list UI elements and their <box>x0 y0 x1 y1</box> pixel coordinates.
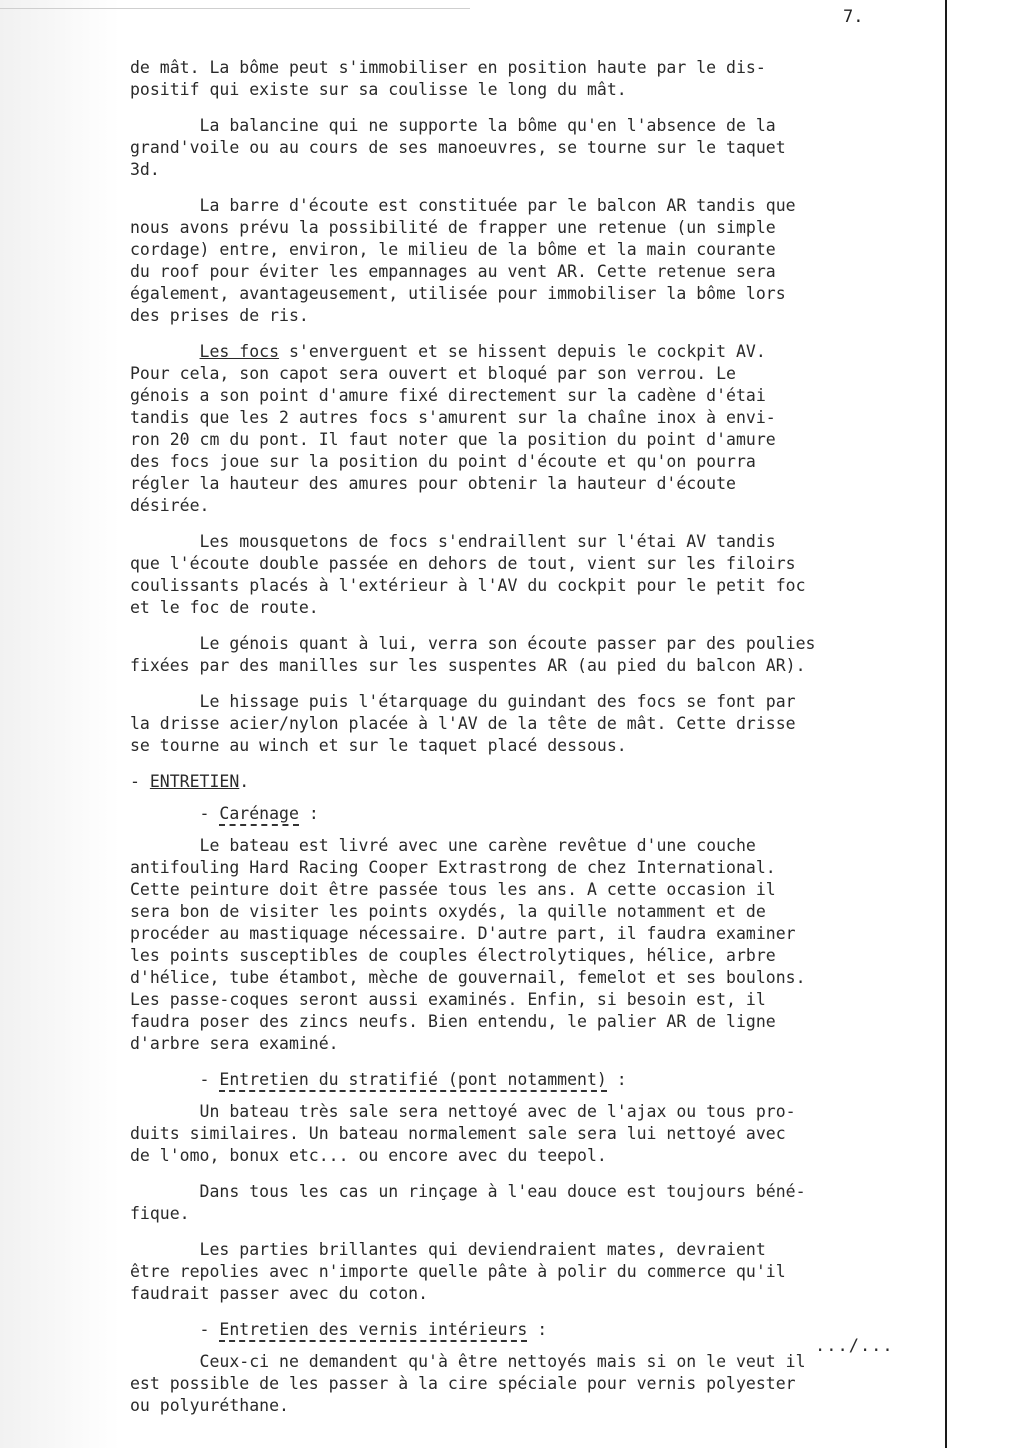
stratifie-line: Dans tous les cas un rinçage à l'eau douce est toujours béné- <box>130 1182 806 1201</box>
body-line: Le génois quant à lui, verra son écoute passer par des poulies <box>130 634 816 653</box>
body-line: de mât. La bôme peut s'immobiliser en position haute par le dis- <box>130 58 766 77</box>
carenage-suffix: : <box>298 804 319 823</box>
body-paragraph <box>130 115 945 181</box>
stratifie-suffix: : <box>606 1070 627 1089</box>
focs-line: désirée. <box>130 496 210 515</box>
vernis-line: est possible de les passer à la cire spéciale pour vernis polyester <box>130 1374 796 1393</box>
stratifie-paragraph <box>130 1181 945 1225</box>
stratifie-paragraph <box>130 1101 945 1167</box>
body-line: du roof pour éviter les empannages au vent AR. Cette retenue sera <box>130 262 776 281</box>
body-paragraph <box>130 691 945 757</box>
vernis-paragraph <box>130 1351 945 1417</box>
focs-first-line <box>130 341 945 363</box>
stratifie-prefix: - <box>130 1070 220 1089</box>
stratifie-line: Un bateau très sale sera nettoyé avec de l'ajax ou tous pro- <box>130 1102 796 1121</box>
stratifie-line: de l'omo, bonux etc... ou encore avec du teepol. <box>130 1146 607 1165</box>
focs-line: ron 20 cm du pont. Il faut noter que la position du point d'amure <box>130 430 776 449</box>
body-line: 3d. <box>130 160 160 179</box>
body-line: Le hissage puis l'étarquage du guindant des focs se font par <box>130 692 796 711</box>
focs-paragraph <box>130 341 945 517</box>
focs-line: tandis que les 2 autres focs s'amurent sur la chaîne inox à envi- <box>130 408 776 427</box>
carenage-line: Les passe-coques seront aussi examinés. Enfin, si besoin est, il <box>130 990 766 1009</box>
body-line: coulissants placés à l'extérieur à l'AV du cockpit pour le petit foc <box>130 576 806 595</box>
continuation-marker: .../... <box>815 1336 894 1356</box>
body-line: grand'voile ou au cours de ses manoeuvres, se tourne sur le taquet <box>130 138 786 157</box>
stratifie-line: faudrait passer avec du coton. <box>130 1284 429 1303</box>
body-line: que l'écoute double passée en dehors de tout, vient sur les filoirs <box>130 554 796 573</box>
stratifie-paragraphs <box>130 1101 945 1305</box>
body-paragraph <box>130 57 945 101</box>
section-prefix: - <box>130 772 150 791</box>
body-line: la drisse acier/nylon placée à l'AV de la tête de mât. Cette drisse <box>130 714 796 733</box>
vernis-prefix: - <box>130 1320 220 1339</box>
paragraphs-part2 <box>130 531 945 757</box>
stratifie-line: duits similaires. Un bateau normalement sale sera lui nettoyé avec <box>130 1124 786 1143</box>
section-heading <box>130 771 945 793</box>
carenage-line: Cette peinture doit être passée tous les ans. A cette occasion il <box>130 880 776 899</box>
body-line: fixées par des manilles sur les suspentes AR (au pied du balcon AR). <box>130 656 806 675</box>
carenage-line: procéder au mastiquage nécessaire. D'autre part, il faudra examiner <box>130 924 796 943</box>
stratifie-paragraph <box>130 1239 945 1305</box>
carenage-line: sera bon de visiter les points oxydés, la quille notamment et de <box>130 902 766 921</box>
section-title: ENTRETIEN <box>149 772 240 791</box>
carenage-paragraph <box>130 835 945 1055</box>
body-line: Les mousquetons de focs s'endraillent sur l'étai AV tandis <box>130 532 776 551</box>
body-paragraph <box>130 195 945 327</box>
body-paragraph <box>130 633 945 677</box>
vernis-title: Entretien des vernis intérieurs <box>219 1320 527 1342</box>
body-line: nous avons prévu la possibilité de frapper une retenue (un simple <box>130 218 776 237</box>
vernis-suffix: : <box>527 1320 548 1339</box>
stratifie-line: fique. <box>130 1204 190 1223</box>
carenage-line: les points susceptibles de couples électrolytiques, hélice, arbre <box>130 946 776 965</box>
carenage-line: d'hélice, tube étambot, mèche de gouvernail, femelot et ses boulons. <box>130 968 806 987</box>
section-suffix: . <box>239 772 250 791</box>
top-edge-rule <box>0 8 470 9</box>
document-body <box>130 57 945 1431</box>
body-line: également, avantageusement, utilisée pour immobiliser la bôme lors <box>130 284 786 303</box>
right-margin-rule <box>945 0 947 1448</box>
body-line: des prises de ris. <box>130 306 309 325</box>
carenage-heading <box>130 803 945 825</box>
focs-lines <box>130 363 945 517</box>
focs-heading: Les focs <box>199 342 280 361</box>
paragraphs-part1 <box>130 57 945 327</box>
focs-line: des focs joue sur la position du point d'écoute et qu'on pourra <box>130 452 756 471</box>
carenage-title: Carénage <box>219 804 298 826</box>
stratifie-title: Entretien du stratifié (pont notamment) <box>219 1070 606 1092</box>
stratifie-heading <box>130 1069 945 1091</box>
focs-line: Pour cela, son capot sera ouvert et bloqué par son verrou. Le <box>130 364 736 383</box>
stratifie-line: Les parties brillantes qui deviendraient mates, devraient <box>130 1240 766 1259</box>
body-line: La barre d'écoute est constituée par le balcon AR tandis que <box>130 196 796 215</box>
focs-line: génois a son point d'amure fixé directement sur la cadène d'étai <box>130 386 766 405</box>
page-number: 7. <box>843 7 864 27</box>
focs-first-line-rest: s'enverguent et se hissent depuis le cockpit AV. <box>279 342 766 361</box>
body-line: positif qui existe sur sa coulisse le long du mât. <box>130 80 627 99</box>
carenage-line: d'arbre sera examiné. <box>130 1034 339 1053</box>
body-line: se tourne au winch et sur le taquet placé dessous. <box>130 736 627 755</box>
vernis-line: Ceux-ci ne demandent qu'à être nettoyés mais si on le veut il <box>130 1352 806 1371</box>
stratifie-line: être repolies avec n'importe quelle pâte à polir du commerce qu'il <box>130 1262 786 1281</box>
body-paragraph <box>130 531 945 619</box>
carenage-line: antifouling Hard Racing Cooper Extrastrong de chez International. <box>130 858 776 877</box>
carenage-line: Le bateau est livré avec une carène revêtue d'une couche <box>130 836 756 855</box>
focs-line: régler la hauteur des amures pour obtenir la hauteur d'écoute <box>130 474 736 493</box>
body-line: et le foc de route. <box>130 598 319 617</box>
carenage-line: faudra poser des zincs neufs. Bien entendu, le palier AR de ligne <box>130 1012 776 1031</box>
body-line: cordage) entre, environ, le milieu de la bôme et la main courante <box>130 240 776 259</box>
vernis-line: ou polyuréthane. <box>130 1396 289 1415</box>
body-line: La balancine qui ne supporte la bôme qu'en l'absence de la <box>130 116 776 135</box>
carenage-prefix: - <box>130 804 220 823</box>
